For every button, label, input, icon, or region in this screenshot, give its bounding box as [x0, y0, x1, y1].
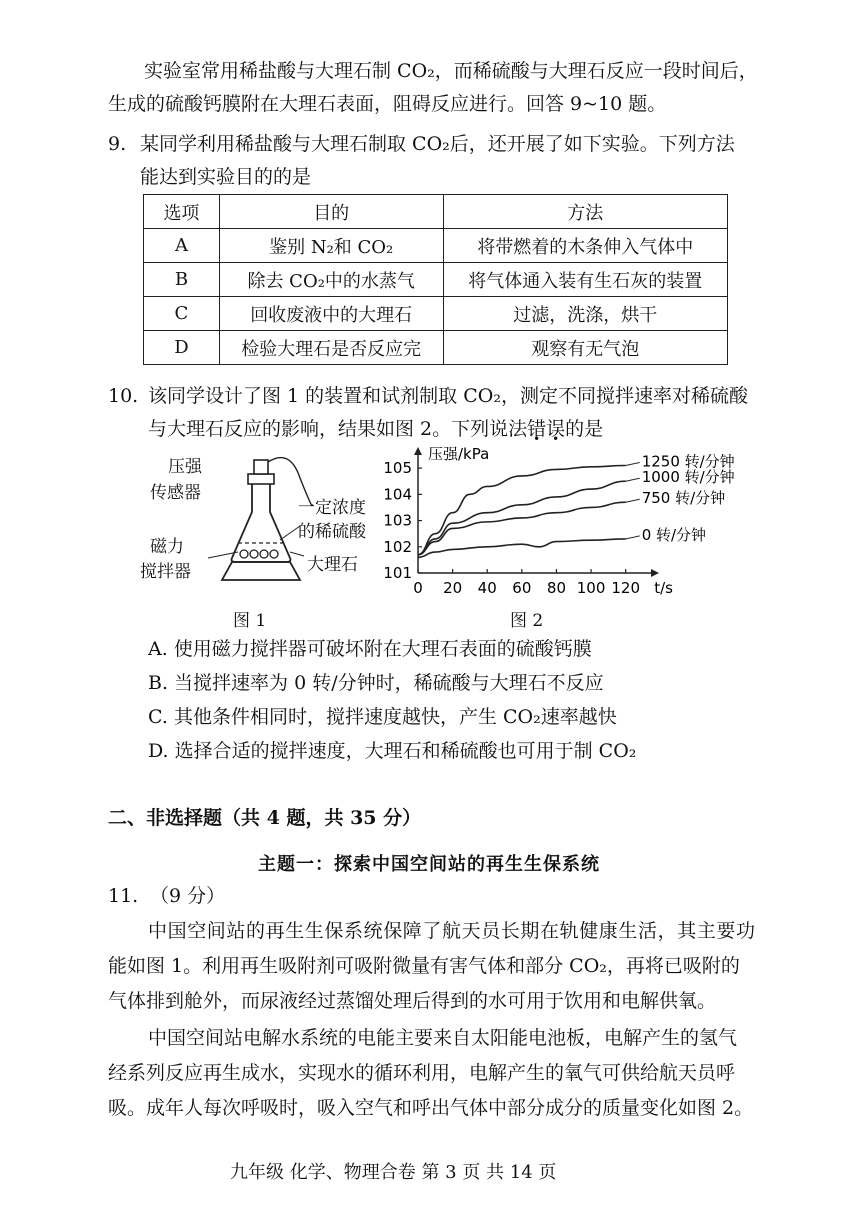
x-tick-label: 80	[546, 579, 567, 597]
series-leader-1	[626, 478, 640, 481]
x-axis-label: t/s	[654, 579, 673, 597]
series-label-1: 1000 转/分钟	[641, 468, 735, 487]
stopper	[248, 474, 274, 484]
marble-piece	[250, 550, 258, 558]
table-cell: 鉴别 N₂和 CO₂	[219, 229, 443, 263]
x-tick-label: 40	[477, 579, 497, 597]
series-leader-3	[626, 536, 640, 539]
label-marble: 大理石	[307, 555, 358, 575]
chart-axes	[383, 447, 659, 597]
intro-line-1: 实验室常用稀盐酸与大理石制 CO₂，而稀硫酸与大理石反应一段时间后，	[144, 60, 758, 82]
table-cell: C	[144, 297, 220, 331]
series-leader-2	[626, 499, 640, 502]
table-row	[144, 229, 728, 263]
option-c: C. 其他条件相同时，搅拌速度越快，产生 CO₂速率越快	[148, 706, 617, 728]
y-tick-label: 102	[383, 537, 412, 556]
option-a: A. 使用磁力搅拌器可破坏附在大理石表面的硫酸钙膜	[148, 638, 592, 660]
table-row	[144, 331, 728, 365]
series-line-2	[418, 502, 626, 554]
series-leader-0	[626, 462, 640, 465]
stirrer-base	[222, 562, 300, 580]
question-10-line-2	[148, 416, 603, 442]
question-10-text-pre: 与大理石反应的影响，结果如图 2。下列说法	[148, 418, 528, 440]
question-10-number: 10.	[108, 385, 139, 407]
table-cell: B	[144, 263, 220, 297]
table-header-row	[144, 195, 728, 229]
table-cell: D	[144, 331, 220, 365]
x-tick-label: 100	[576, 579, 606, 597]
x-tick-label: 0	[413, 579, 423, 597]
table-cell: 过滤，洗涤，烘干	[443, 297, 728, 331]
leader-line-acid	[280, 526, 300, 540]
question-11-number: 11.	[108, 885, 139, 907]
conical-flask	[232, 482, 291, 562]
label-stirrer-2: 搅拌器	[140, 562, 191, 582]
y-tick-label: 101	[383, 564, 412, 582]
leader-line-marble	[290, 552, 304, 556]
table-cell: 将带燃着的木条伸入气体中	[443, 229, 728, 263]
table-row	[144, 263, 728, 297]
q11-p2-line-1: 中国空间站电解水系统的电能主要来自太阳能电池板，电解产生的氢气	[148, 1027, 738, 1049]
series-label-0: 1250 转/分钟	[641, 452, 735, 471]
question-9-line-2: 能达到实验目的的是	[140, 166, 312, 188]
table-header-cell: 目的	[219, 195, 443, 229]
label-sensor-1: 压强	[168, 457, 202, 477]
label-stirrer-1: 磁力	[150, 537, 184, 557]
y-tick-label: 105	[383, 459, 412, 478]
label-acid-1: 一定浓度	[298, 498, 366, 518]
figure-2-caption: 图 2	[510, 611, 544, 631]
x-axis-arrow	[651, 569, 659, 577]
table-cell: 回收废液中的大理石	[219, 297, 443, 331]
table-cell: 检验大理石是否反应完	[219, 331, 443, 365]
table-cell: 观察有无气泡	[443, 331, 728, 365]
table-cell: 将气体通入装有生石灰的装置	[443, 263, 728, 297]
q11-p1-line-1: 中国空间站的再生生保系统保障了航天员长期在轨健康生活，其主要功	[148, 920, 756, 942]
table-header-cell: 方法	[443, 195, 728, 229]
y-axis-label: 压强/kPa	[428, 445, 490, 463]
question-11-score: （9 分）	[150, 885, 226, 907]
table-row	[144, 297, 728, 331]
marble-piece	[260, 550, 268, 558]
question-9-table	[143, 194, 728, 365]
table-header-cell: 选项	[144, 195, 220, 229]
chart-series-group	[418, 465, 626, 557]
x-tick-label: 60	[512, 579, 532, 597]
theme-title: 主题一：探索中国空间站的再生生保系统	[258, 854, 600, 875]
q11-p1-line-3: 气体排到舱外，而尿液经过蒸馏处理后得到的水可用于饮用和电解供氧。	[108, 990, 717, 1012]
series-line-3	[418, 539, 626, 557]
option-d: D. 选择合适的搅拌速度，大理石和稀硫酸也可用于制 CO₂	[148, 740, 637, 762]
marble-piece	[240, 550, 248, 558]
emphasis-wrong	[527, 418, 565, 440]
table-cell: A	[144, 229, 220, 263]
emphasis-char: 误	[546, 418, 566, 440]
question-9-line-1: 某同学利用稀盐酸与大理石制取 CO₂后，还开展了如下实验。下列方法	[140, 133, 735, 155]
pressure-sensor	[254, 460, 268, 474]
page-footer: 九年级 化学、物理合卷 第 3 页 共 14 页	[230, 1162, 557, 1183]
series-line-0	[418, 465, 626, 554]
series-label-2: 750 转/分钟	[641, 489, 726, 508]
marble-piece	[270, 550, 278, 558]
figure-1-caption: 图 1	[233, 611, 267, 631]
y-tick-label: 104	[383, 485, 412, 504]
option-b: B. 当搅拌速率为 0 转/分钟时，稀硫酸与大理石不反应	[148, 672, 604, 694]
q11-p2-line-2: 经系列反应再生成水，实现水的循环利用，电解产生的氧气可供给航天员呼	[108, 1062, 736, 1084]
table-cell: 除去 CO₂中的水蒸气	[219, 263, 443, 297]
x-tick-label: 120	[611, 579, 641, 597]
question-9-number: 9.	[108, 133, 127, 155]
y-axis-arrow	[414, 447, 422, 455]
emphasis-char: 错	[527, 418, 547, 440]
intro-line-2: 生成的硫酸钙膜附在大理石表面，阻碍反应进行。回答 9~10 题。	[108, 93, 667, 115]
q11-p1-line-2: 能如图 1。利用再生吸附剂可吸附微量有害气体和部分 CO₂，再将已吸附的	[108, 955, 740, 977]
label-acid-2: 的稀硫酸	[298, 522, 366, 542]
series-label-3: 0 转/分钟	[641, 525, 707, 544]
label-sensor-2: 传感器	[150, 483, 201, 503]
question-10-line-1: 该同学设计了图 1 的装置和试剂制取 CO₂，测定不同搅拌速率对稀硫酸	[148, 385, 748, 407]
section-2-title: 二、非选择题（共 4 题，共 35 分）	[108, 807, 422, 829]
x-tick-label: 20	[443, 579, 463, 597]
y-tick-label: 103	[383, 511, 412, 530]
pressure-chart	[375, 445, 760, 615]
question-10-text-post: 的是	[565, 418, 604, 440]
q11-p2-line-3: 吸。成年人每次呼吸时，吸入空气和呼出气体中部分成分的质量变化如图 2。	[108, 1097, 754, 1119]
